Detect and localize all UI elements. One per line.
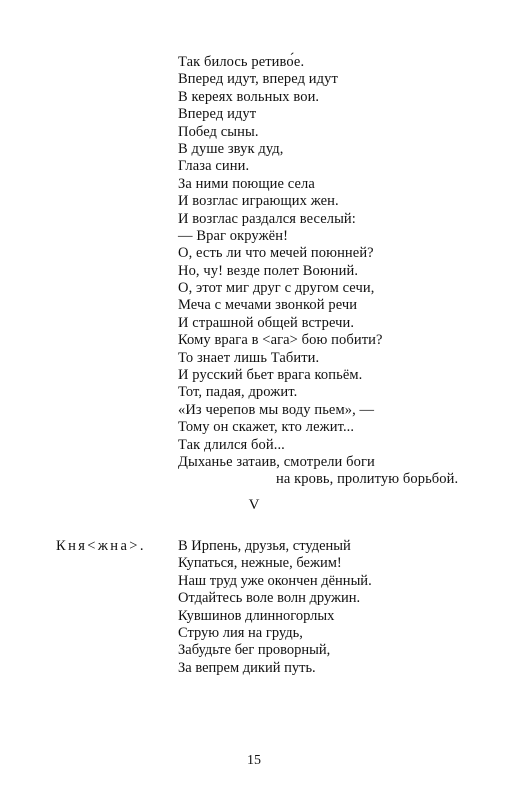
verse-line: В душе звук дуд, (178, 140, 284, 157)
verse-line: Отдайтесь воле волн дружин. (178, 590, 361, 607)
verse-line: И возглас раздался веселый: (178, 210, 356, 227)
verse-line: То знает лишь Табити. (178, 349, 320, 366)
verse-line: Вперед идут (178, 106, 257, 123)
verse-line: Кому врага в <ага> бою побити? (178, 332, 383, 349)
verse-line: Тот, падая, дрожит. (178, 384, 298, 401)
verse-line: Меча с мечами звонкой речи (178, 297, 358, 314)
verse-line: И русский бьет врага копьём. (178, 367, 363, 384)
verse-line: Купаться, нежные, бежим! (178, 555, 342, 572)
speaker-name: Кня<жна>. (56, 538, 146, 554)
verse-line: И страшной общей встречи. (178, 314, 355, 331)
verse-line: Так длился бой... (178, 436, 285, 453)
verse-line: Глаза сини. (178, 158, 250, 175)
verse-line: О, есть ли что мечей поюнней? (178, 245, 374, 262)
verse-line: Тому он скажет, кто лежит... (178, 419, 355, 436)
verse-line: Так билось ретиво́е. (178, 54, 305, 70)
verse-line: За вепрем дикий путь. (178, 659, 316, 676)
verse-line: В Ирпень, друзья, студеный (178, 538, 351, 554)
verse-stanza-princess (178, 538, 478, 677)
verse-line: Вперед идут, вперед идут (178, 71, 338, 88)
verse-line: Кувшинов длинногорлых (178, 607, 335, 624)
verse-line-indented: на кровь, пролитую борьбой. (276, 471, 459, 488)
verse-line: Но, чу! везде полет Воюний. (178, 262, 359, 279)
verse-line: — Враг окружён! (178, 227, 289, 244)
verse-line: Струю лия на грудь, (178, 624, 303, 641)
page-number: 15 (247, 753, 261, 768)
verse-line: Побед сыны. (178, 123, 259, 140)
verse-line: За ними поющие села (178, 175, 315, 192)
verse-line: И возглас играющих жен. (178, 193, 339, 210)
section-number: V (248, 497, 260, 513)
verse-stanza-battle (178, 54, 478, 489)
verse-line: Дыханье затаив, смотрели боги (178, 453, 375, 470)
verse-line: Наш труд уже окончен дённый. (178, 572, 372, 589)
verse-line: О, этот миг друг с другом сечи, (178, 280, 375, 297)
verse-line: В кереях вольных вои. (178, 88, 320, 105)
verse-line: «Из черепов мы воду пьем», — (178, 401, 375, 418)
verse-line: Забудьте бег проворный, (178, 642, 331, 659)
